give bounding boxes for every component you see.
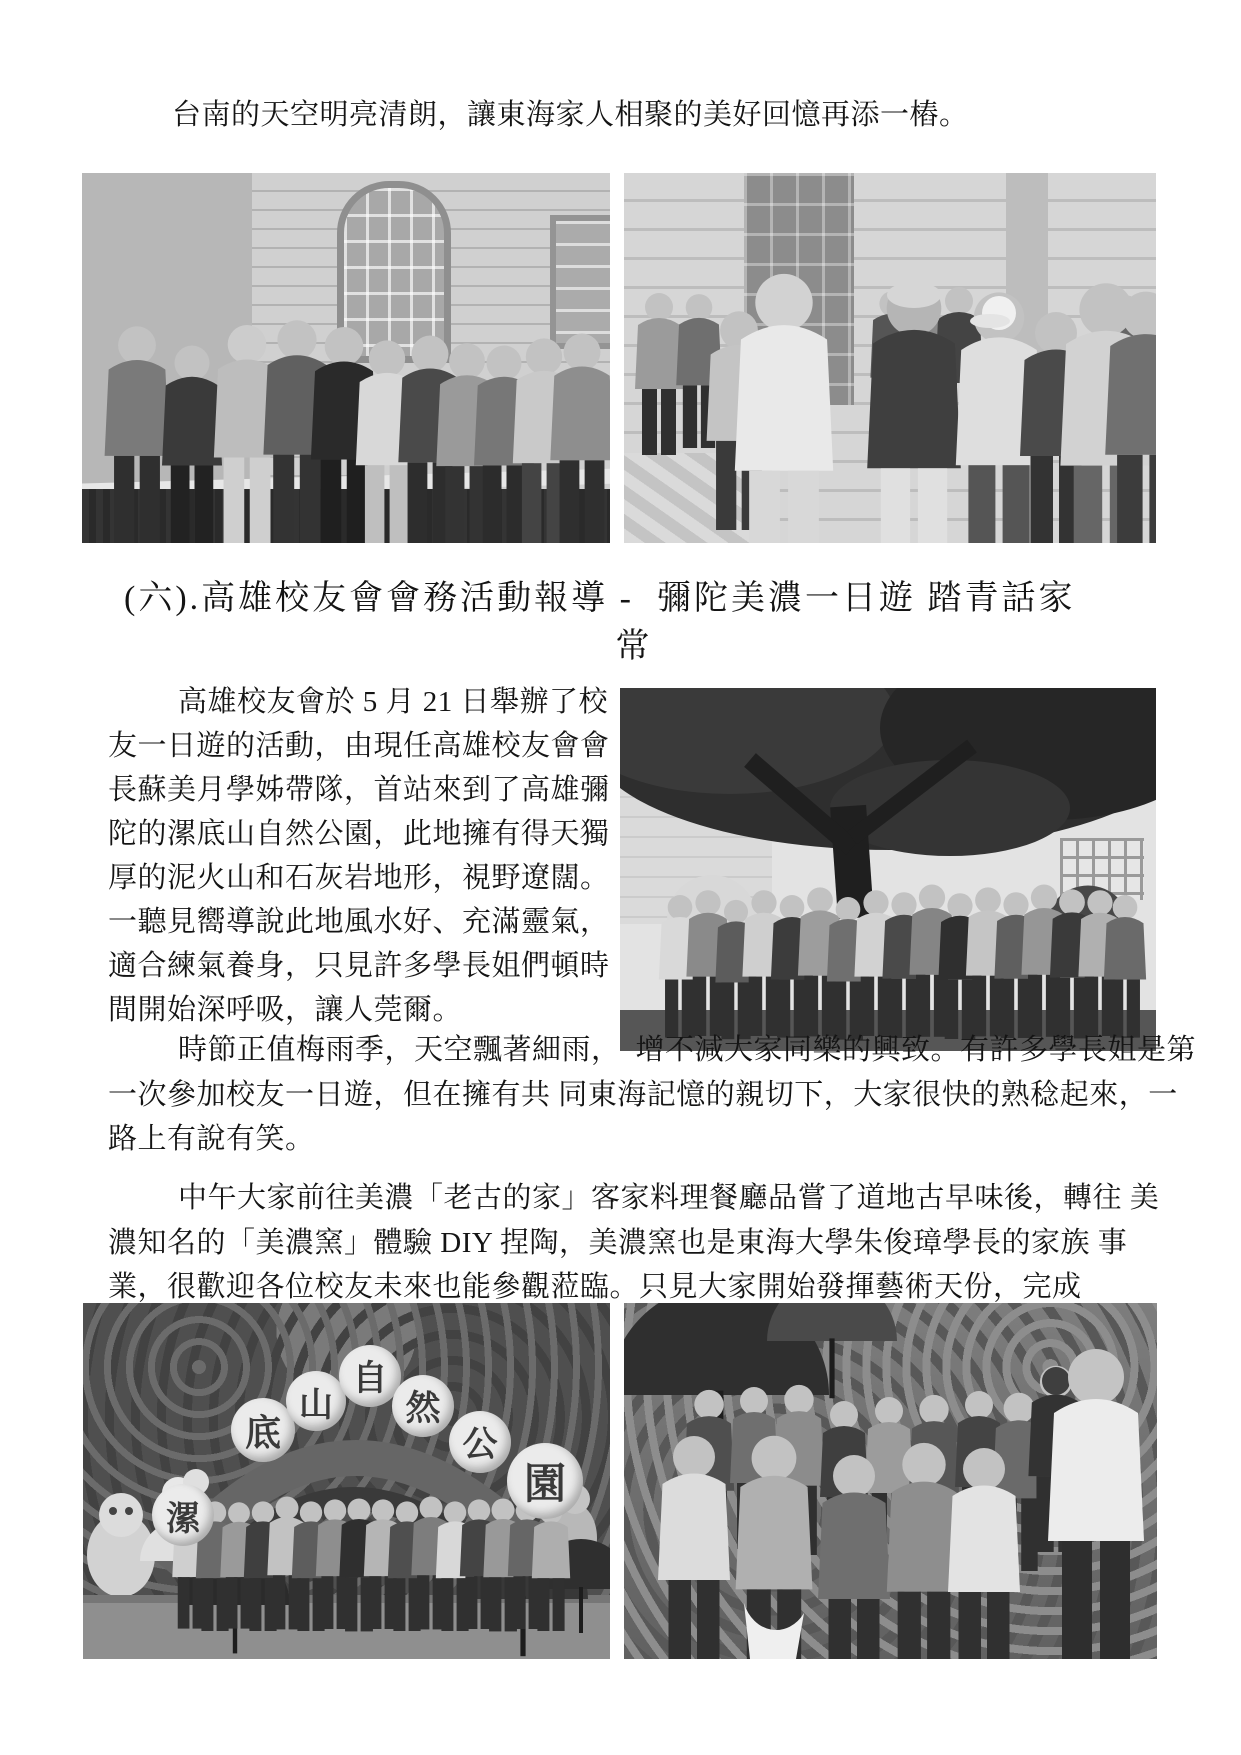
ball-sign-char: 山 — [286, 1371, 346, 1431]
photo-group-walking-closeup — [624, 173, 1156, 543]
ball-sign-char: 自 — [339, 1345, 401, 1407]
ball-sign-char: 底 — [231, 1398, 295, 1462]
p1-line: 適合練氣養身，只見許多學長姐們頓時 — [108, 950, 610, 982]
p1-line: 長蘇美月學姊帶隊，首站來到了高雄彌 — [108, 774, 610, 806]
people-silhouettes — [82, 173, 610, 543]
p3-line: 濃知名的「美濃窯」體驗 DIY 捏陶，美濃窯也是東海大學朱俊璋學長的家族 事 — [108, 1227, 1128, 1259]
ball-sign-char: 漯 — [152, 1484, 214, 1546]
intro-sentence: 台南的天空明亮清朗，讓東海家人相聚的美好回憶再添一樁。 — [172, 99, 969, 131]
photo-trail-group — [624, 1303, 1157, 1659]
photo-park-entrance-group — [83, 1303, 610, 1659]
ball-sign-char: 公 — [449, 1411, 511, 1473]
people-silhouettes — [624, 173, 1156, 543]
people-silhouettes — [624, 1303, 1157, 1659]
p1-line: 陀的漯底山自然公園，此地擁有得天獨 — [108, 818, 610, 850]
p1-line: 厚的泥火山和石灰岩地形，視野遼闊。 — [108, 862, 610, 894]
section-heading-line-2: 常 — [615, 628, 653, 665]
tree-and-people-silhouettes — [620, 688, 1156, 1051]
p3-line: 中午大家前往美濃「老古的家」客家料理餐廳品嘗了道地古早味後，轉往 美 — [178, 1182, 1160, 1214]
p3-line: 業，很歡迎各位校友未來也能參觀蒞臨。只見大家開始發揮藝術天份，完成 — [108, 1271, 1082, 1303]
ball-sign-char: 然 — [392, 1375, 454, 1437]
p2-line: 路上有說有笑。 — [108, 1123, 315, 1155]
p1-line: 友一日遊的活動，由現任高雄校友會會 — [108, 730, 610, 762]
ball-sign-char: 園 — [507, 1443, 583, 1519]
p2-line: 一次參加校友一日遊，但在擁有共 同東海記憶的親切下，大家很快的熟稔起來，一 — [108, 1079, 1178, 1111]
p1-line: 一聽見嚮導說此地風水好、充滿靈氣， — [108, 906, 610, 938]
p1-line: 高雄校友會於 5 月 21 日舉辦了校 — [178, 686, 609, 718]
p2-line: 時節正值梅雨季，天空飄著細雨， 增不減大家同樂的興致。有許多學長姐是第 — [178, 1034, 1197, 1066]
photo-group-under-tree — [620, 688, 1156, 1051]
photo-group-front-of-building — [82, 173, 610, 543]
section-heading-line-1: (六).高雄校友會會務活動報導 - 彌陀美濃一日遊 踏青話家 — [124, 580, 1076, 617]
p1-line: 間開始深呼吸，讓人莞爾。 — [108, 994, 463, 1026]
